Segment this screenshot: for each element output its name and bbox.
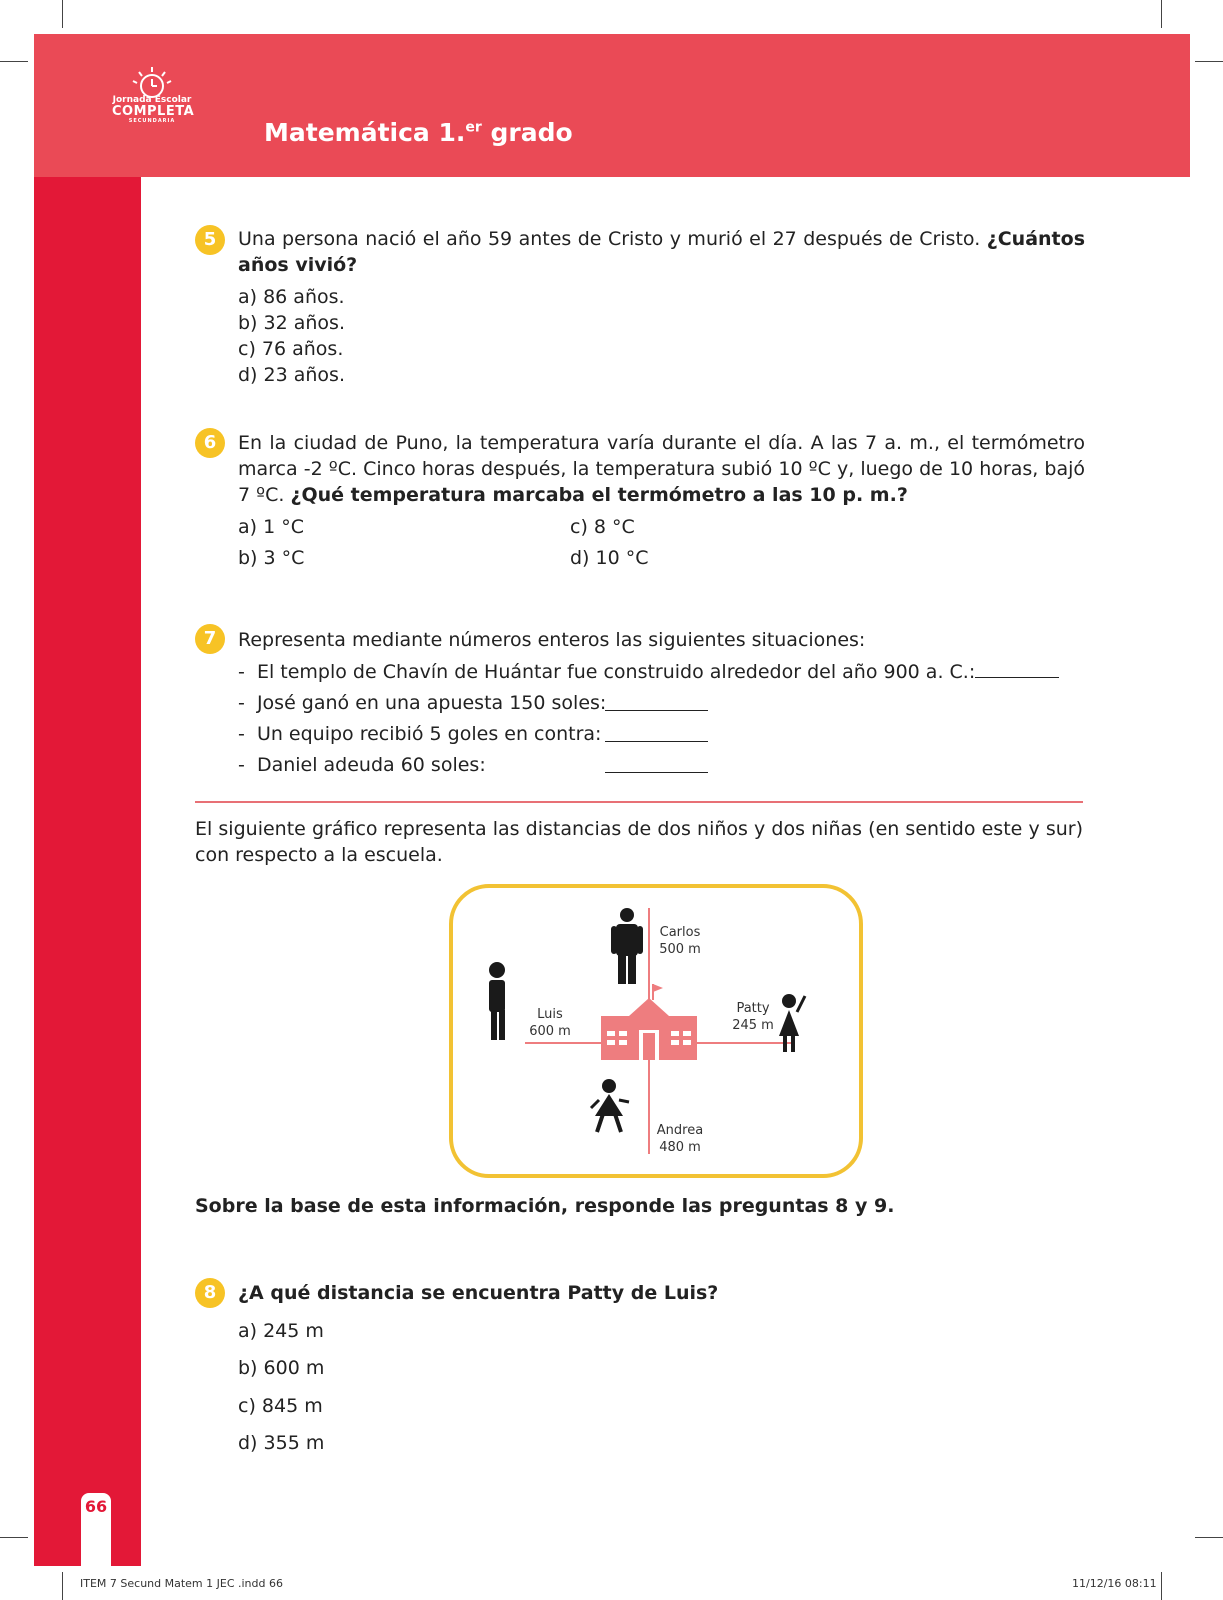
crop-mark — [1195, 61, 1223, 62]
q8-option-b[interactable]: b) 600 m — [238, 1357, 325, 1379]
q6-option-d[interactable]: d) 10 °C — [570, 547, 649, 569]
patty-name: Patty — [736, 1001, 770, 1016]
patty-label — [728, 1000, 778, 1034]
sidebar-band — [34, 177, 141, 1566]
question-5-text — [238, 226, 1085, 278]
logo-line3: SECUNDARIA — [128, 118, 176, 124]
q7-item-3 — [238, 721, 601, 747]
page-title — [264, 118, 573, 147]
q8-option-c[interactable]: c) 845 m — [238, 1395, 323, 1417]
q6-option-b[interactable]: b) 3 °C — [238, 547, 305, 569]
footer-datetime: 11/12/16 08:11 — [1072, 1577, 1157, 1590]
distance-diagram — [449, 884, 863, 1178]
question-8-text: ¿A qué distancia se encuentra Patty de Luis? — [238, 1282, 719, 1304]
carlos-name: Carlos — [659, 925, 701, 940]
andrea-name: Andrea — [656, 1123, 704, 1138]
patty-distance: 245 m — [732, 1018, 774, 1033]
carlos-label — [655, 924, 705, 958]
answer-blank-2[interactable] — [605, 692, 708, 711]
q7-item-4-text: Daniel adeuda 60 soles: — [256, 754, 486, 776]
answer-blank-3[interactable] — [605, 723, 708, 742]
q5-option-c[interactable]: c) 76 años. — [238, 338, 344, 360]
title-main: Matemática 1. — [264, 118, 466, 147]
crop-mark — [1195, 1537, 1223, 1538]
question-6-ask: ¿Qué temperatura marcaba el termómetro a las 10 p. m.? — [290, 484, 908, 506]
crop-mark — [62, 0, 63, 28]
dash: - — [238, 692, 257, 714]
crop-mark — [1161, 1572, 1162, 1600]
q5-option-a[interactable]: a) 86 años. — [238, 286, 345, 308]
answer-blank-1[interactable] — [975, 659, 1059, 678]
q7-item-4 — [238, 752, 486, 778]
q7-item-1-text: El templo de Chavín de Huántar fue construido alrededor del año 900 a. C.: — [256, 661, 976, 683]
question-5-statement: Una persona nació el año 59 antes de Cristo y murió el 27 después de Cristo. — [238, 228, 981, 250]
q7-item-2 — [238, 690, 606, 716]
q7-item-1 — [238, 659, 1059, 685]
carlos-distance: 500 m — [659, 942, 701, 957]
q6-option-a[interactable]: a) 1 °C — [238, 516, 304, 538]
question-6-text — [238, 430, 1085, 508]
footer-file: ITEM 7 Secund Matem 1 JEC .indd 66 — [80, 1577, 283, 1590]
crop-mark — [0, 61, 28, 62]
logo-line2: COMPLETA — [112, 104, 195, 119]
andrea-figure-icon — [591, 1079, 629, 1132]
luis-name: Luis — [537, 1007, 563, 1022]
dash: - — [238, 754, 257, 776]
q5-option-b[interactable]: b) 32 años. — [238, 312, 345, 334]
luis-distance: 600 m — [529, 1024, 571, 1039]
q8-option-d[interactable]: d) 355 m — [238, 1432, 325, 1454]
section-divider — [195, 801, 1083, 803]
intro-paragraph: El siguiente gráfico representa las distancias de dos niños y dos niñas (en sentido este y sur) con respecto a la escuela. — [195, 818, 1083, 866]
question-6-statement: En la ciudad de Puno, la temperatura varía durante el día. A las 7 a. m., el termómetro marca -2 ºC. Cinco horas después, la temperatura subió 10 ºC y, luego de 10 horas, bajó 7 ºC. — [238, 432, 1085, 506]
logo-line1: Jornada Escolar — [112, 95, 192, 105]
page-number: 66 — [81, 1493, 111, 1566]
question-5-ask: ¿Cuántos años vivió? — [238, 228, 1086, 276]
title-tail: grado — [481, 118, 573, 147]
title-sup: er — [465, 119, 482, 136]
page-header — [34, 34, 1190, 177]
crop-mark — [0, 1537, 28, 1538]
q7-item-3-text: Un equipo recibió 5 goles en contra: — [256, 723, 602, 745]
luis-figure-icon — [489, 962, 505, 1040]
instruction: Sobre la base de esta información, responde las preguntas 8 y 9. — [195, 1195, 895, 1217]
jec-logo — [112, 64, 195, 124]
andrea-distance: 480 m — [659, 1140, 701, 1155]
dash: - — [238, 661, 257, 683]
crop-mark — [62, 1572, 63, 1600]
question-badge-7: 7 — [195, 624, 225, 654]
crop-mark — [1161, 0, 1162, 28]
question-badge-6: 6 — [195, 428, 225, 458]
question-badge-5: 5 — [195, 225, 225, 255]
luis-label — [525, 1006, 575, 1040]
q6-option-c[interactable]: c) 8 °C — [570, 516, 635, 538]
q7-item-2-text: José ganó en una apuesta 150 soles: — [256, 692, 607, 714]
andrea-label — [652, 1122, 708, 1156]
question-7-text: Representa mediante números enteros las siguientes situaciones: — [238, 629, 866, 651]
carlos-figure-icon — [611, 908, 643, 984]
q5-option-d[interactable]: d) 23 años. — [238, 364, 345, 386]
q8-option-a[interactable]: a) 245 m — [238, 1320, 324, 1342]
question-badge-8: 8 — [195, 1278, 225, 1308]
dash: - — [238, 723, 257, 745]
answer-blank-4[interactable] — [605, 754, 708, 773]
